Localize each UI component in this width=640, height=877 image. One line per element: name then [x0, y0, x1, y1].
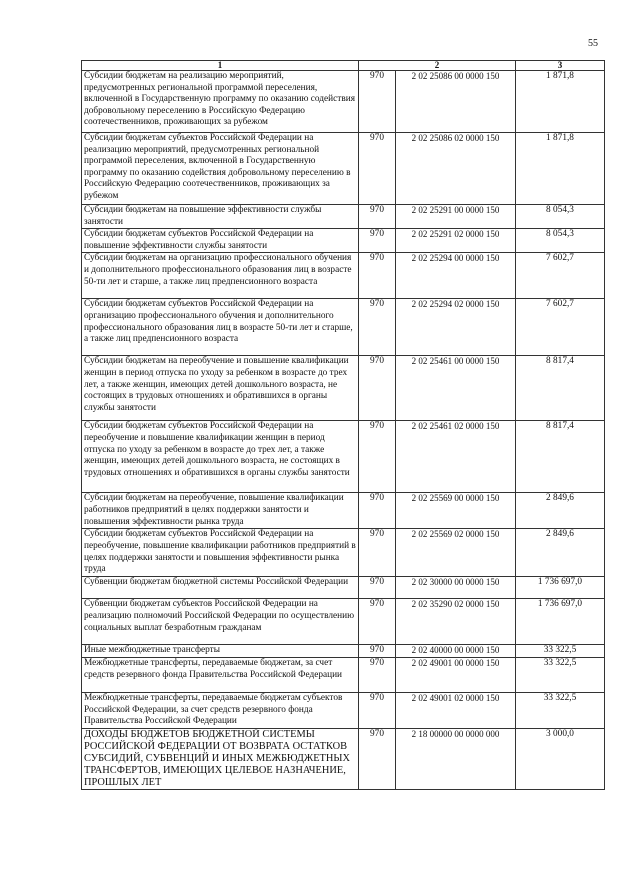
- row-amount-cell: 1 871,8: [516, 133, 605, 205]
- table-row: [82, 421, 605, 493]
- row-admin-code-cell: 970: [359, 657, 396, 692]
- table-row: [82, 299, 605, 356]
- header-col-1: 1: [82, 61, 359, 71]
- table-row: [82, 133, 605, 205]
- row-budget-code-cell: 2 02 35290 02 0000 150: [396, 599, 516, 645]
- row-admin-code-cell: 970: [359, 577, 396, 599]
- row-amount-cell: 7 602,7: [516, 253, 605, 299]
- row-admin-code-cell: 970: [359, 692, 396, 728]
- budget-revenue-table: [81, 60, 605, 790]
- row-name-cell: Субсидии бюджетам субъектов Российской Федерации на реализацию мероприятий, предусмотренных региональной программой переселения, включенной в Государственную программу по оказанию содействия добровольному переселению в Российскую Федерацию соотечественников, проживающих за рубежом: [82, 133, 359, 205]
- row-budget-code-cell: 2 02 25569 00 0000 150: [396, 493, 516, 529]
- row-name-cell: Субсидии бюджетам на реализацию мероприятий, предусмотренных региональной программой переселения, включенной в Государственную программу по оказанию содействия добровольному переселению в Российскую Федерацию соотечественников, проживающих за рубежом: [82, 71, 359, 133]
- row-admin-code-cell: 970: [359, 728, 396, 789]
- table-row: [82, 253, 605, 299]
- row-budget-code-cell: 2 02 25461 02 0000 150: [396, 421, 516, 493]
- row-budget-code-cell: 2 02 30000 00 0000 150: [396, 577, 516, 599]
- table-row: [82, 71, 605, 133]
- row-budget-code-cell: 2 18 00000 00 0000 000: [396, 728, 516, 789]
- row-admin-code-cell: 970: [359, 529, 396, 577]
- table-header-row: [82, 61, 605, 71]
- row-name-cell: ДОХОДЫ БЮДЖЕТОВ БЮДЖЕТНОЙ СИСТЕМЫ РОССИЙСКОЙ ФЕДЕРАЦИИ ОТ ВОЗВРАТА ОСТАТКОВ СУБСИДИЙ, СУБВЕНЦИЙ И ИНЫХ МЕЖБЮДЖЕТНЫХ ТРАНСФЕРТОВ, ИМЕЮЩИХ ЦЕЛЕВОЕ НАЗНАЧЕНИЕ, ПРОШЛЫХ ЛЕТ: [82, 728, 359, 789]
- row-budget-code-cell: 2 02 25086 00 0000 150: [396, 71, 516, 133]
- row-amount-cell: 8 817,4: [516, 421, 605, 493]
- table-row: [82, 229, 605, 253]
- row-budget-code-cell: 2 02 40000 00 0000 150: [396, 645, 516, 658]
- row-name-cell: Субсидии бюджетам субъектов Российской Федерации на организацию профессионального обучения и дополнительного профессионального образования лиц в возрасте 50-ти лет и старше, а также лиц предпенсионного возраста: [82, 299, 359, 356]
- row-amount-cell: 2 849,6: [516, 493, 605, 529]
- row-name-cell: Субсидии бюджетам на переобучение, повышение квалификации работников предприятий в целях поддержки занятости и повышения эффективности рынка труда: [82, 493, 359, 529]
- row-name-cell: Субсидии бюджетам субъектов Российской Федерации на переобучение и повышение квалификации женщин в период отпуска по уходу за ребенком в возрасте до трех лет, а также женщин, имеющих детей дошкольного возраста, не состоящих в трудовых отношениях и обратившихся в органы службы занятости: [82, 421, 359, 493]
- row-amount-cell: 33 322,5: [516, 645, 605, 658]
- row-budget-code-cell: 2 02 49001 02 0000 150: [396, 692, 516, 728]
- row-admin-code-cell: 970: [359, 493, 396, 529]
- row-admin-code-cell: 970: [359, 71, 396, 133]
- row-admin-code-cell: 970: [359, 645, 396, 658]
- table-row: [82, 657, 605, 692]
- header-col-3: 3: [516, 61, 605, 71]
- row-amount-cell: 33 322,5: [516, 657, 605, 692]
- row-name-cell: Субвенции бюджетам бюджетной системы Российской Федерации: [82, 577, 359, 599]
- row-name-cell: Иные межбюджетные трансферты: [82, 645, 359, 658]
- header-col-2: 2: [359, 61, 516, 71]
- table-row: [82, 599, 605, 645]
- row-budget-code-cell: 2 02 25294 00 0000 150: [396, 253, 516, 299]
- row-name-cell: Межбюджетные трансферты, передаваемые бюджетам, за счет средств резервного фонда Правительства Российской Федерации: [82, 657, 359, 692]
- row-amount-cell: 8 054,3: [516, 205, 605, 229]
- row-budget-code-cell: 2 02 25086 02 0000 150: [396, 133, 516, 205]
- table-row: [82, 692, 605, 728]
- row-budget-code-cell: 2 02 25291 02 0000 150: [396, 229, 516, 253]
- table-row: [82, 577, 605, 599]
- row-admin-code-cell: 970: [359, 205, 396, 229]
- row-amount-cell: 2 849,6: [516, 529, 605, 577]
- row-amount-cell: 1 736 697,0: [516, 577, 605, 599]
- table-row: [82, 645, 605, 658]
- row-admin-code-cell: 970: [359, 299, 396, 356]
- row-name-cell: Субсидии бюджетам субъектов Российской Федерации на переобучение, повышение квалификации работников предприятий в целях поддержки занятости и повышения эффективности рынка труда: [82, 529, 359, 577]
- row-admin-code-cell: 970: [359, 253, 396, 299]
- row-amount-cell: 1 871,8: [516, 71, 605, 133]
- row-admin-code-cell: 970: [359, 356, 396, 421]
- row-admin-code-cell: 970: [359, 229, 396, 253]
- row-budget-code-cell: 2 02 25461 00 0000 150: [396, 356, 516, 421]
- table-row: [82, 356, 605, 421]
- row-amount-cell: 8 817,4: [516, 356, 605, 421]
- row-amount-cell: 7 602,7: [516, 299, 605, 356]
- row-budget-code-cell: 2 02 25294 02 0000 150: [396, 299, 516, 356]
- row-name-cell: Межбюджетные трансферты, передаваемые бюджетам субъектов Российской Федерации, за счет средств резервного фонда Правительства Российской Федерации: [82, 692, 359, 728]
- row-name-cell: Субсидии бюджетам субъектов Российской Федерации на повышение эффективности службы занятости: [82, 229, 359, 253]
- row-budget-code-cell: 2 02 49001 00 0000 150: [396, 657, 516, 692]
- table-row: [82, 205, 605, 229]
- row-name-cell: Субсидии бюджетам на организацию профессионального обучения и дополнительного профессионального образования лиц в возрасте 50-ти лет и старше, а также лиц предпенсионного возраста: [82, 253, 359, 299]
- row-admin-code-cell: 970: [359, 599, 396, 645]
- row-amount-cell: 33 322,5: [516, 692, 605, 728]
- table-row: [82, 493, 605, 529]
- row-budget-code-cell: 2 02 25569 02 0000 150: [396, 529, 516, 577]
- page-number: 55: [588, 38, 598, 49]
- row-name-cell: Субвенции бюджетам субъектов Российской Федерации на реализацию полномочий Российской Федерации по осуществлению социальных выплат безработным гражданам: [82, 599, 359, 645]
- row-amount-cell: 8 054,3: [516, 229, 605, 253]
- row-amount-cell: 1 736 697,0: [516, 599, 605, 645]
- table-row: [82, 529, 605, 577]
- table-row: [82, 728, 605, 789]
- row-budget-code-cell: 2 02 25291 00 0000 150: [396, 205, 516, 229]
- row-name-cell: Субсидии бюджетам на повышение эффективности службы занятости: [82, 205, 359, 229]
- row-admin-code-cell: 970: [359, 133, 396, 205]
- row-admin-code-cell: 970: [359, 421, 396, 493]
- row-amount-cell: 3 000,0: [516, 728, 605, 789]
- row-name-cell: Субсидии бюджетам на переобучение и повышение квалификации женщин в период отпуска по уходу за ребенком в возрасте до трех лет, а также женщин, имеющих детей дошкольного возраста, не состоящих в трудовых отношениях и обратившихся в органы службы занятости: [82, 356, 359, 421]
